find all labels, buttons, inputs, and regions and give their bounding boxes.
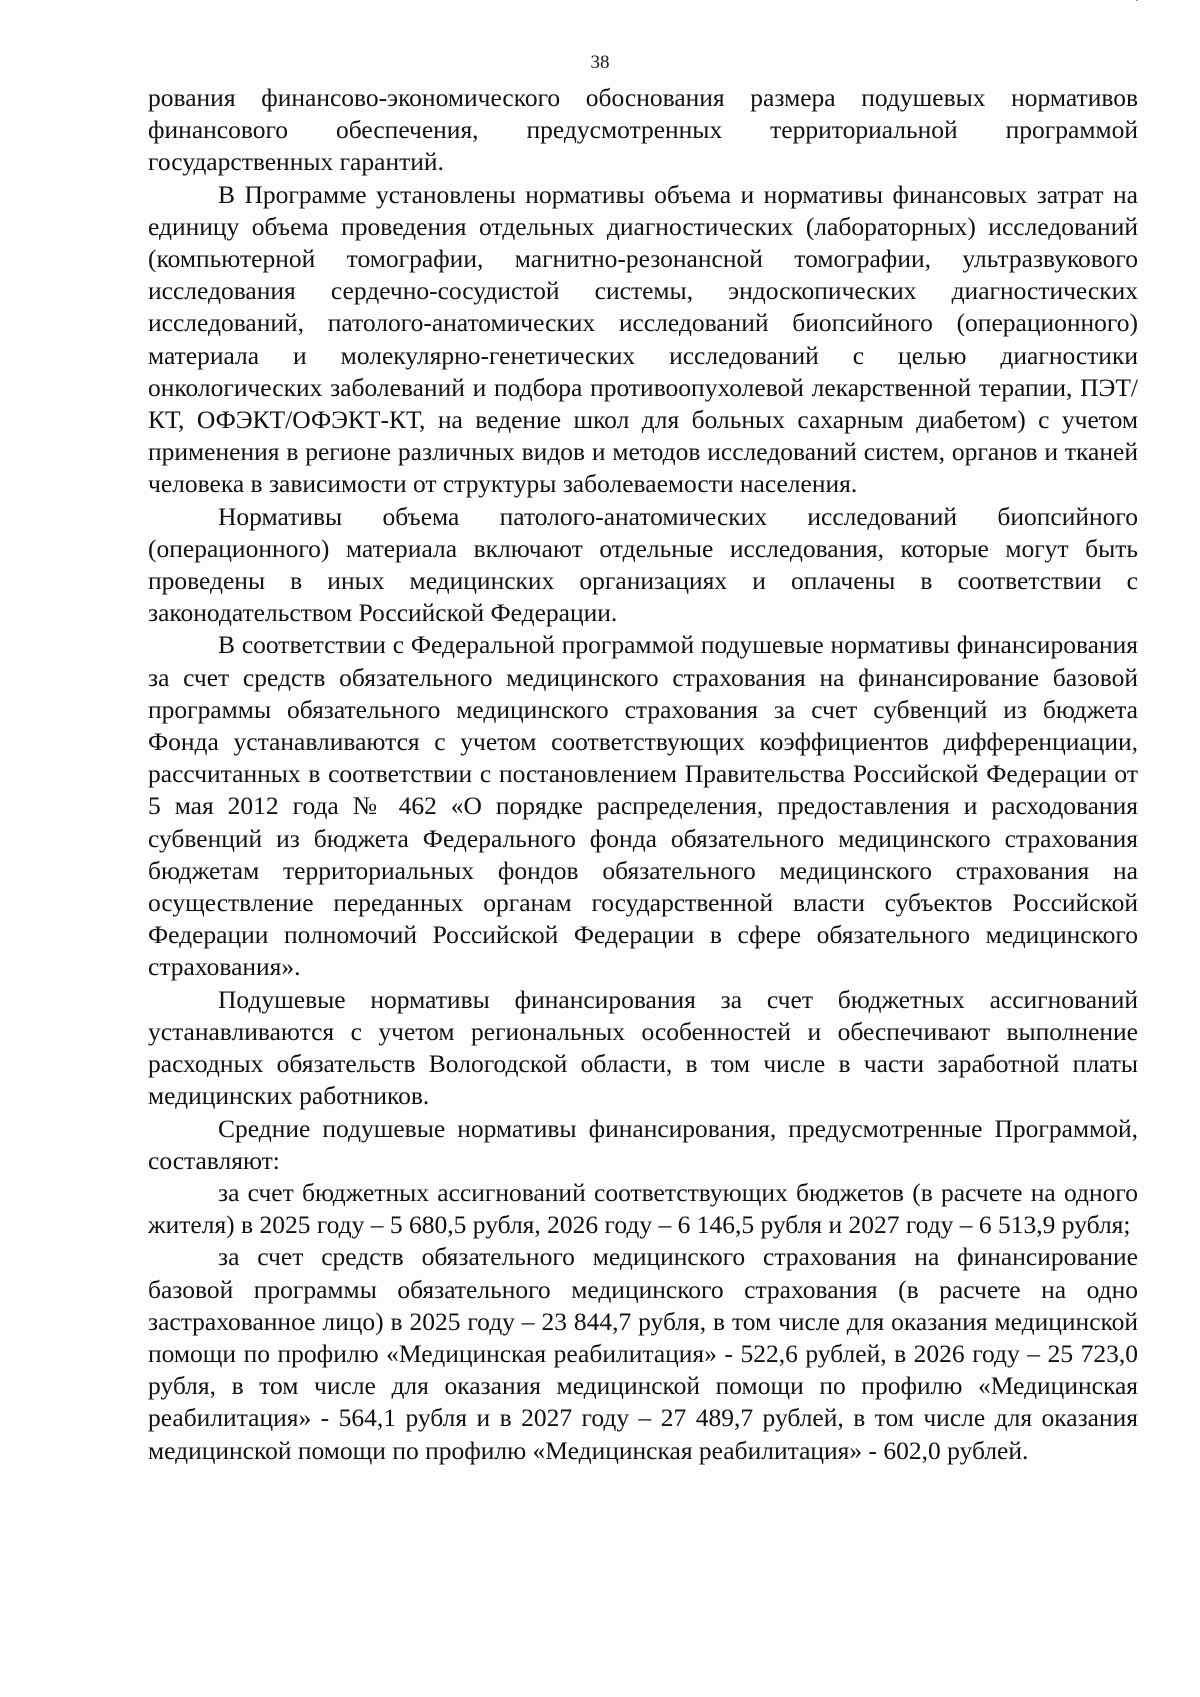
paragraph-continuation: рования финансово-экономического обоснования размера подушевых нормативов финансового обеспечения, предусмотренных территориальной программой государственных гарантий. <box>148 83 1138 177</box>
paragraph-budget-per-capita: за счет бюджетных ассигнований соответствующих бюджетов (в расчете на одного жителя) в 2025 году – 5 680,5 рубля, 2026 году – 6 146,5 рубля и 2027 году – 6 513,9 рубля; <box>148 1177 1138 1240</box>
document-body <box>148 82 1138 1467</box>
paragraph-budget-allocations: Подушевые нормативы финансирования за счет бюджетных ассигнований устанавливаются с учетом региональных особенностей и обеспечивают выполнение расходных обязательств Вологодской области, в том числе в части заработной платы медицинских работников. <box>148 984 1138 1111</box>
paragraph-average-norms: Средние подушевые нормативы финансирования, предусмотренные Программой, составляют: <box>148 1113 1138 1175</box>
paragraph-oms-per-capita: за счет средств обязательного медицинского страхования на финансирование базовой программы обязательного медицинского страхования (в расчете на одно застрахованное лицо) в 2025 году – 23 844,7 рубля, в том числе для оказания медицинской помощи по профилю «Медицинская реабилитация» - 522,6 рублей, в 2026 году – 25 723,0 рубля, в том числе для оказания медицинской помощи по профилю «Медицинская реабилитация» - 564,1 рубля и в 2027 году – 27 489,7 рублей, в том числе для оказания медицинской помощи по профилю «Медицинская реабилитация» - 602,0 рублей. <box>148 1242 1138 1465</box>
paragraph-federal-program: В соответствии с Федеральной программой подушевые нормативы финансирования за счет средств обязательного медицинского страхования на финансирование базовой программы обязательного медицинского страхования за счет субвенций из бюджета Фонда устанавливаются с учетом соответствующих коэффициентов дифференциации, рассчитанных в соответствии с постановлением Правительства Российской Федерации от 5 мая 2012 года № 462 «О порядке распределения, предоставления и расходования субвенций из бюджета Федерального фонда обязательного медицинского страхования бюджетам территориальных фондов обязательного медицинского страхования на осуществление переданных органам государственной власти субъектов Российской Федерации полномочий Российской Федерации в сфере обязательного медицинского страхования». <box>148 630 1138 982</box>
page-number: 38 <box>590 52 610 73</box>
paragraph-biopsy-norms: Нормативы объема патолого-анатомических исследований биопсийного (операционного) материала включают отдельные исследования, которые могут быть проведены в иных медицинских организациях и оплачены в соответствии с законодательством Российской Федерации. <box>148 501 1138 628</box>
paragraph-diagnostic-norms: В Программе установлены нормативы объема и нормативы финансовых затрат на единицу объема проведения отдельных диагностических (лабораторных) исследований (компьютерной томографии, магнитно-резонансной томографии, ультразвукового исследования сердечно-сосудистой системы, эндоскопических диагностических исследований, патолого-анатомических исследований биопсийного (операционного) материала и молекулярно-генетических исследований с целью диагностики онкологических заболеваний и подбора противоопухолевой лекарственной терапии, ПЭТ/КТ, ОФЭКТ/ОФЭКТ-КТ, на ведение школ для больных сахарным диабетом) с учетом применения в регионе различных видов и методов исследований систем, органов и тканей человека в зависимости от структуры заболеваемости населения. <box>148 179 1138 499</box>
scan-artifact <box>1136 0 1138 1</box>
